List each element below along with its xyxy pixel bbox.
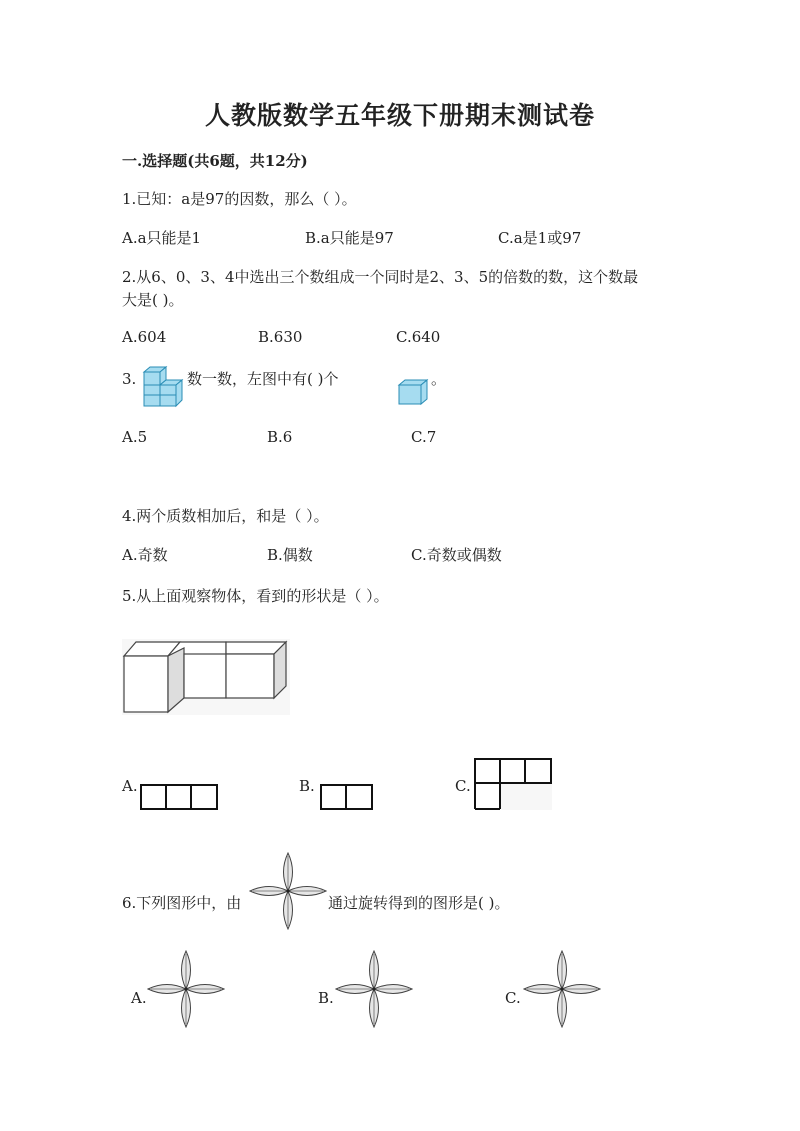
cube-stack-image bbox=[138, 366, 184, 408]
q6-option-a[interactable]: A. bbox=[131, 989, 147, 1007]
q3-option-a[interactable]: A.5 bbox=[122, 428, 148, 446]
q2-option-a[interactable]: A.604 bbox=[122, 328, 167, 346]
q3-option-c[interactable]: C.7 bbox=[411, 428, 437, 446]
q5-option-b-figure bbox=[320, 784, 373, 810]
question-2-line-2: 大是( )。 bbox=[122, 291, 184, 309]
question-3-text: 数一数，左图中有( )个 bbox=[187, 370, 339, 388]
q1-option-a[interactable]: A.a只能是1 bbox=[122, 229, 202, 247]
question-6-text-start: 6.下列图形中，由 bbox=[122, 894, 242, 912]
q5-option-b[interactable]: B. bbox=[299, 777, 315, 795]
question-2-line-1: 2.从6、0、3、4中选出三个数组成一个同时是2、3、5的倍数的数，这个数最 bbox=[122, 268, 639, 286]
page-title: 人教版数学五年级下册期末测试卷 bbox=[204, 101, 595, 130]
q5-option-c-figure bbox=[474, 758, 552, 810]
q6-option-c[interactable]: C. bbox=[505, 989, 521, 1007]
q4-option-c[interactable]: C.奇数或偶数 bbox=[411, 546, 502, 564]
q2-option-b[interactable]: B.630 bbox=[258, 328, 303, 346]
q3-option-b[interactable]: B.6 bbox=[267, 428, 293, 446]
question-3-end: 。 bbox=[431, 370, 447, 388]
q4-option-a[interactable]: A.奇数 bbox=[122, 546, 168, 564]
q6-option-b-figure bbox=[336, 950, 412, 1028]
q4-option-b[interactable]: B.偶数 bbox=[267, 546, 313, 564]
question-5: 5.从上面观察物体，看到的形状是（ ）。 bbox=[122, 587, 389, 605]
section-heading: 一.选择题(共6题，共12分) bbox=[122, 152, 308, 170]
question-4: 4.两个质数相加后，和是（ ）。 bbox=[122, 507, 329, 525]
q6-option-a-figure bbox=[148, 950, 224, 1028]
cube-row-image bbox=[122, 639, 290, 715]
flower-original-image bbox=[250, 852, 326, 930]
question-6-text-end: 通过旋转得到的图形是( )。 bbox=[328, 894, 510, 912]
unit-cube-image bbox=[397, 378, 429, 406]
question-1: 1.已知：a是97的因数，那么（ ）。 bbox=[122, 190, 357, 208]
q5-option-a-figure bbox=[140, 784, 218, 810]
q2-option-c[interactable]: C.640 bbox=[396, 328, 441, 346]
q6-option-b[interactable]: B. bbox=[318, 989, 334, 1007]
q5-option-c[interactable]: C. bbox=[455, 777, 471, 795]
q1-option-c[interactable]: C.a是1或97 bbox=[498, 229, 582, 247]
q5-option-a[interactable]: A. bbox=[122, 777, 138, 795]
q6-option-c-figure bbox=[524, 950, 600, 1028]
q1-option-b[interactable]: B.a只能是97 bbox=[305, 229, 394, 247]
question-3-number: 3. bbox=[122, 370, 137, 388]
